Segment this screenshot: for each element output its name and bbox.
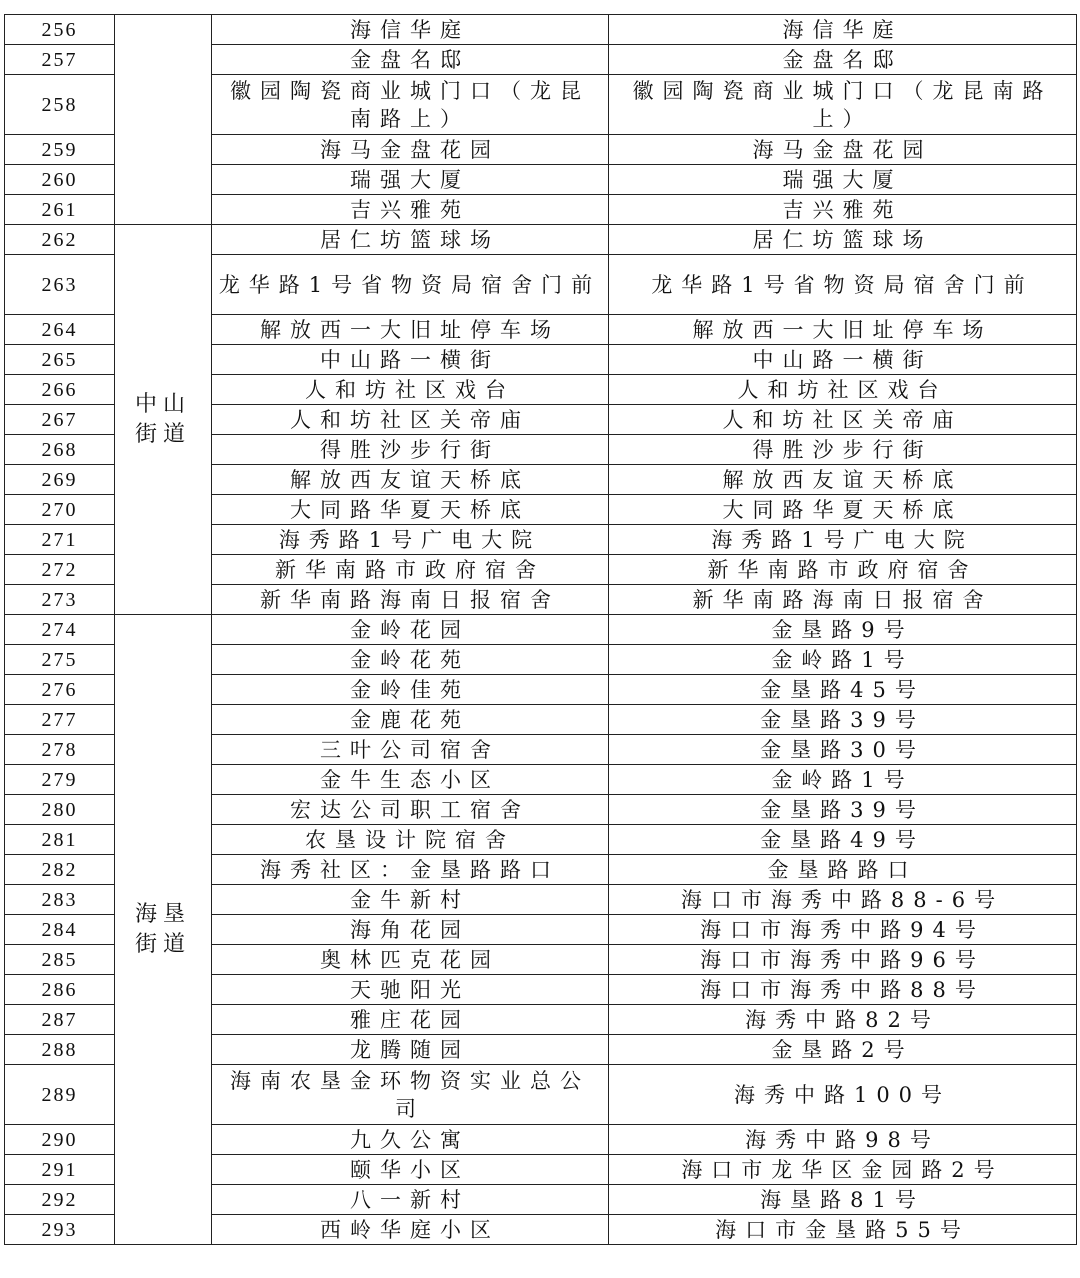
venue-address: 金垦路39号 [609, 705, 1077, 735]
district-cell [115, 615, 212, 1245]
venue-address: 金岭路1号 [609, 645, 1077, 675]
row-number: 262 [5, 225, 115, 255]
venue-name: 海秀社区：金垦路路口 [212, 855, 609, 885]
venue-address: 海秀中路100号 [609, 1065, 1077, 1125]
row-number: 293 [5, 1215, 115, 1245]
venue-address: 新华南路海南日报宿舍 [609, 585, 1077, 615]
venue-table [4, 14, 1077, 1245]
venue-name: 海角花园 [212, 915, 609, 945]
venue-name: 农垦设计院宿舍 [212, 825, 609, 855]
venue-address: 海秀中路98号 [609, 1125, 1077, 1155]
venue-name: 金岭佳苑 [212, 675, 609, 705]
district-line2: 街道 [134, 421, 191, 447]
row-number: 260 [5, 165, 115, 195]
row-number: 271 [5, 525, 115, 555]
venue-name: 金鹿花苑 [212, 705, 609, 735]
row-number: 283 [5, 885, 115, 915]
row-number: 276 [5, 675, 115, 705]
row-number: 275 [5, 645, 115, 675]
venue-name: 海马金盘花园 [212, 135, 609, 165]
row-number: 289 [5, 1065, 115, 1125]
venue-name: 人和坊社区关帝庙 [212, 405, 609, 435]
venue-name: 三叶公司宿舍 [212, 735, 609, 765]
venue-address: 海信华庭 [609, 15, 1077, 45]
row-number: 286 [5, 975, 115, 1005]
row-number: 263 [5, 255, 115, 315]
row-number: 291 [5, 1155, 115, 1185]
venue-address: 人和坊社区关帝庙 [609, 405, 1077, 435]
venue-address: 大同路华夏天桥底 [609, 495, 1077, 525]
venue-name: 吉兴雅苑 [212, 195, 609, 225]
venue-name: 新华南路市政府宿舍 [212, 555, 609, 585]
venue-address: 金垦路2号 [609, 1035, 1077, 1065]
row-number: 264 [5, 315, 115, 345]
venue-name: 九久公寓 [212, 1125, 609, 1155]
venue-name: 天驰阳光 [212, 975, 609, 1005]
row-number: 266 [5, 375, 115, 405]
venue-address: 海口市海秀中路88-6号 [609, 885, 1077, 915]
row-number: 280 [5, 795, 115, 825]
venue-name: 得胜沙步行街 [212, 435, 609, 465]
row-number: 278 [5, 735, 115, 765]
venue-address: 金垦路9号 [609, 615, 1077, 645]
venue-name: 龙华路1号省物资局宿舍门前 [212, 255, 609, 315]
row-number: 292 [5, 1185, 115, 1215]
venue-address: 新华南路市政府宿舍 [609, 555, 1077, 585]
venue-name: 居仁坊篮球场 [212, 225, 609, 255]
venue-address: 金垦路45号 [609, 675, 1077, 705]
venue-address: 海马金盘花园 [609, 135, 1077, 165]
row-number: 272 [5, 555, 115, 585]
venue-address: 金岭路1号 [609, 765, 1077, 795]
venue-address: 金垦路30号 [609, 735, 1077, 765]
venue-name: 人和坊社区戏台 [212, 375, 609, 405]
venue-address: 居仁坊篮球场 [609, 225, 1077, 255]
venue-address: 解放西一大旧址停车场 [609, 315, 1077, 345]
venue-address: 金垦路49号 [609, 825, 1077, 855]
venue-address: 中山路一横街 [609, 345, 1077, 375]
row-number: 265 [5, 345, 115, 375]
venue-name: 新华南路海南日报宿舍 [212, 585, 609, 615]
row-number: 256 [5, 15, 115, 45]
row-number: 279 [5, 765, 115, 795]
venue-name: 金岭花园 [212, 615, 609, 645]
row-number: 257 [5, 45, 115, 75]
venue-name: 海信华庭 [212, 15, 609, 45]
district-line1: 中山 [134, 391, 191, 417]
venue-address: 海口市龙华区金园路2号 [609, 1155, 1077, 1185]
row-number: 274 [5, 615, 115, 645]
venue-name: 金牛新村 [212, 885, 609, 915]
venue-address: 解放西友谊天桥底 [609, 465, 1077, 495]
venue-address: 海秀中路82号 [609, 1005, 1077, 1035]
row-number: 288 [5, 1035, 115, 1065]
row-number: 285 [5, 945, 115, 975]
row-number: 261 [5, 195, 115, 225]
venue-name: 龙腾随园 [212, 1035, 609, 1065]
venue-address: 龙华路1号省物资局宿舍门前 [609, 255, 1077, 315]
venue-address: 人和坊社区戏台 [609, 375, 1077, 405]
row-number: 287 [5, 1005, 115, 1035]
row-number: 258 [5, 75, 115, 135]
venue-address: 金盘名邸 [609, 45, 1077, 75]
venue-name: 海南农垦金环物资实业总公司 [212, 1065, 609, 1125]
venue-name: 解放西友谊天桥底 [212, 465, 609, 495]
venue-name: 徽园陶瓷商业城门口（龙昆南路上） [212, 75, 609, 135]
row-number: 268 [5, 435, 115, 465]
venue-name: 金牛生态小区 [212, 765, 609, 795]
venue-name: 瑞强大厦 [212, 165, 609, 195]
venue-address: 海口市海秀中路96号 [609, 945, 1077, 975]
table-row [5, 225, 1077, 255]
venue-address: 海垦路81号 [609, 1185, 1077, 1215]
venue-name: 中山路一横街 [212, 345, 609, 375]
district-cell [115, 15, 212, 225]
row-number: 267 [5, 405, 115, 435]
venue-name: 海秀路1号广电大院 [212, 525, 609, 555]
row-number: 270 [5, 495, 115, 525]
table-row [5, 15, 1077, 45]
row-number: 277 [5, 705, 115, 735]
venue-address: 海秀路1号广电大院 [609, 525, 1077, 555]
row-number: 290 [5, 1125, 115, 1155]
venue-address: 海口市金垦路55号 [609, 1215, 1077, 1245]
venue-address: 得胜沙步行街 [609, 435, 1077, 465]
venue-name: 西岭华庭小区 [212, 1215, 609, 1245]
district-line2: 街道 [134, 931, 191, 957]
venue-address: 海口市海秀中路88号 [609, 975, 1077, 1005]
venue-name: 金岭花苑 [212, 645, 609, 675]
venue-address: 吉兴雅苑 [609, 195, 1077, 225]
venue-address: 海口市海秀中路94号 [609, 915, 1077, 945]
venue-address: 金垦路路口 [609, 855, 1077, 885]
venue-address: 瑞强大厦 [609, 165, 1077, 195]
row-number: 269 [5, 465, 115, 495]
row-number: 281 [5, 825, 115, 855]
row-number: 284 [5, 915, 115, 945]
district-line1: 海垦 [134, 901, 191, 927]
venue-name: 宏达公司职工宿舍 [212, 795, 609, 825]
district-cell [115, 225, 212, 615]
venue-name: 金盘名邸 [212, 45, 609, 75]
venue-name: 大同路华夏天桥底 [212, 495, 609, 525]
table-row [5, 615, 1077, 645]
venue-name: 奥林匹克花园 [212, 945, 609, 975]
venue-name: 颐华小区 [212, 1155, 609, 1185]
venue-address: 徽园陶瓷商业城门口（龙昆南路上） [609, 75, 1077, 135]
row-number: 273 [5, 585, 115, 615]
row-number: 282 [5, 855, 115, 885]
row-number: 259 [5, 135, 115, 165]
venue-address: 金垦路39号 [609, 795, 1077, 825]
venue-name: 雅庄花园 [212, 1005, 609, 1035]
venue-name: 解放西一大旧址停车场 [212, 315, 609, 345]
venue-name: 八一新村 [212, 1185, 609, 1215]
